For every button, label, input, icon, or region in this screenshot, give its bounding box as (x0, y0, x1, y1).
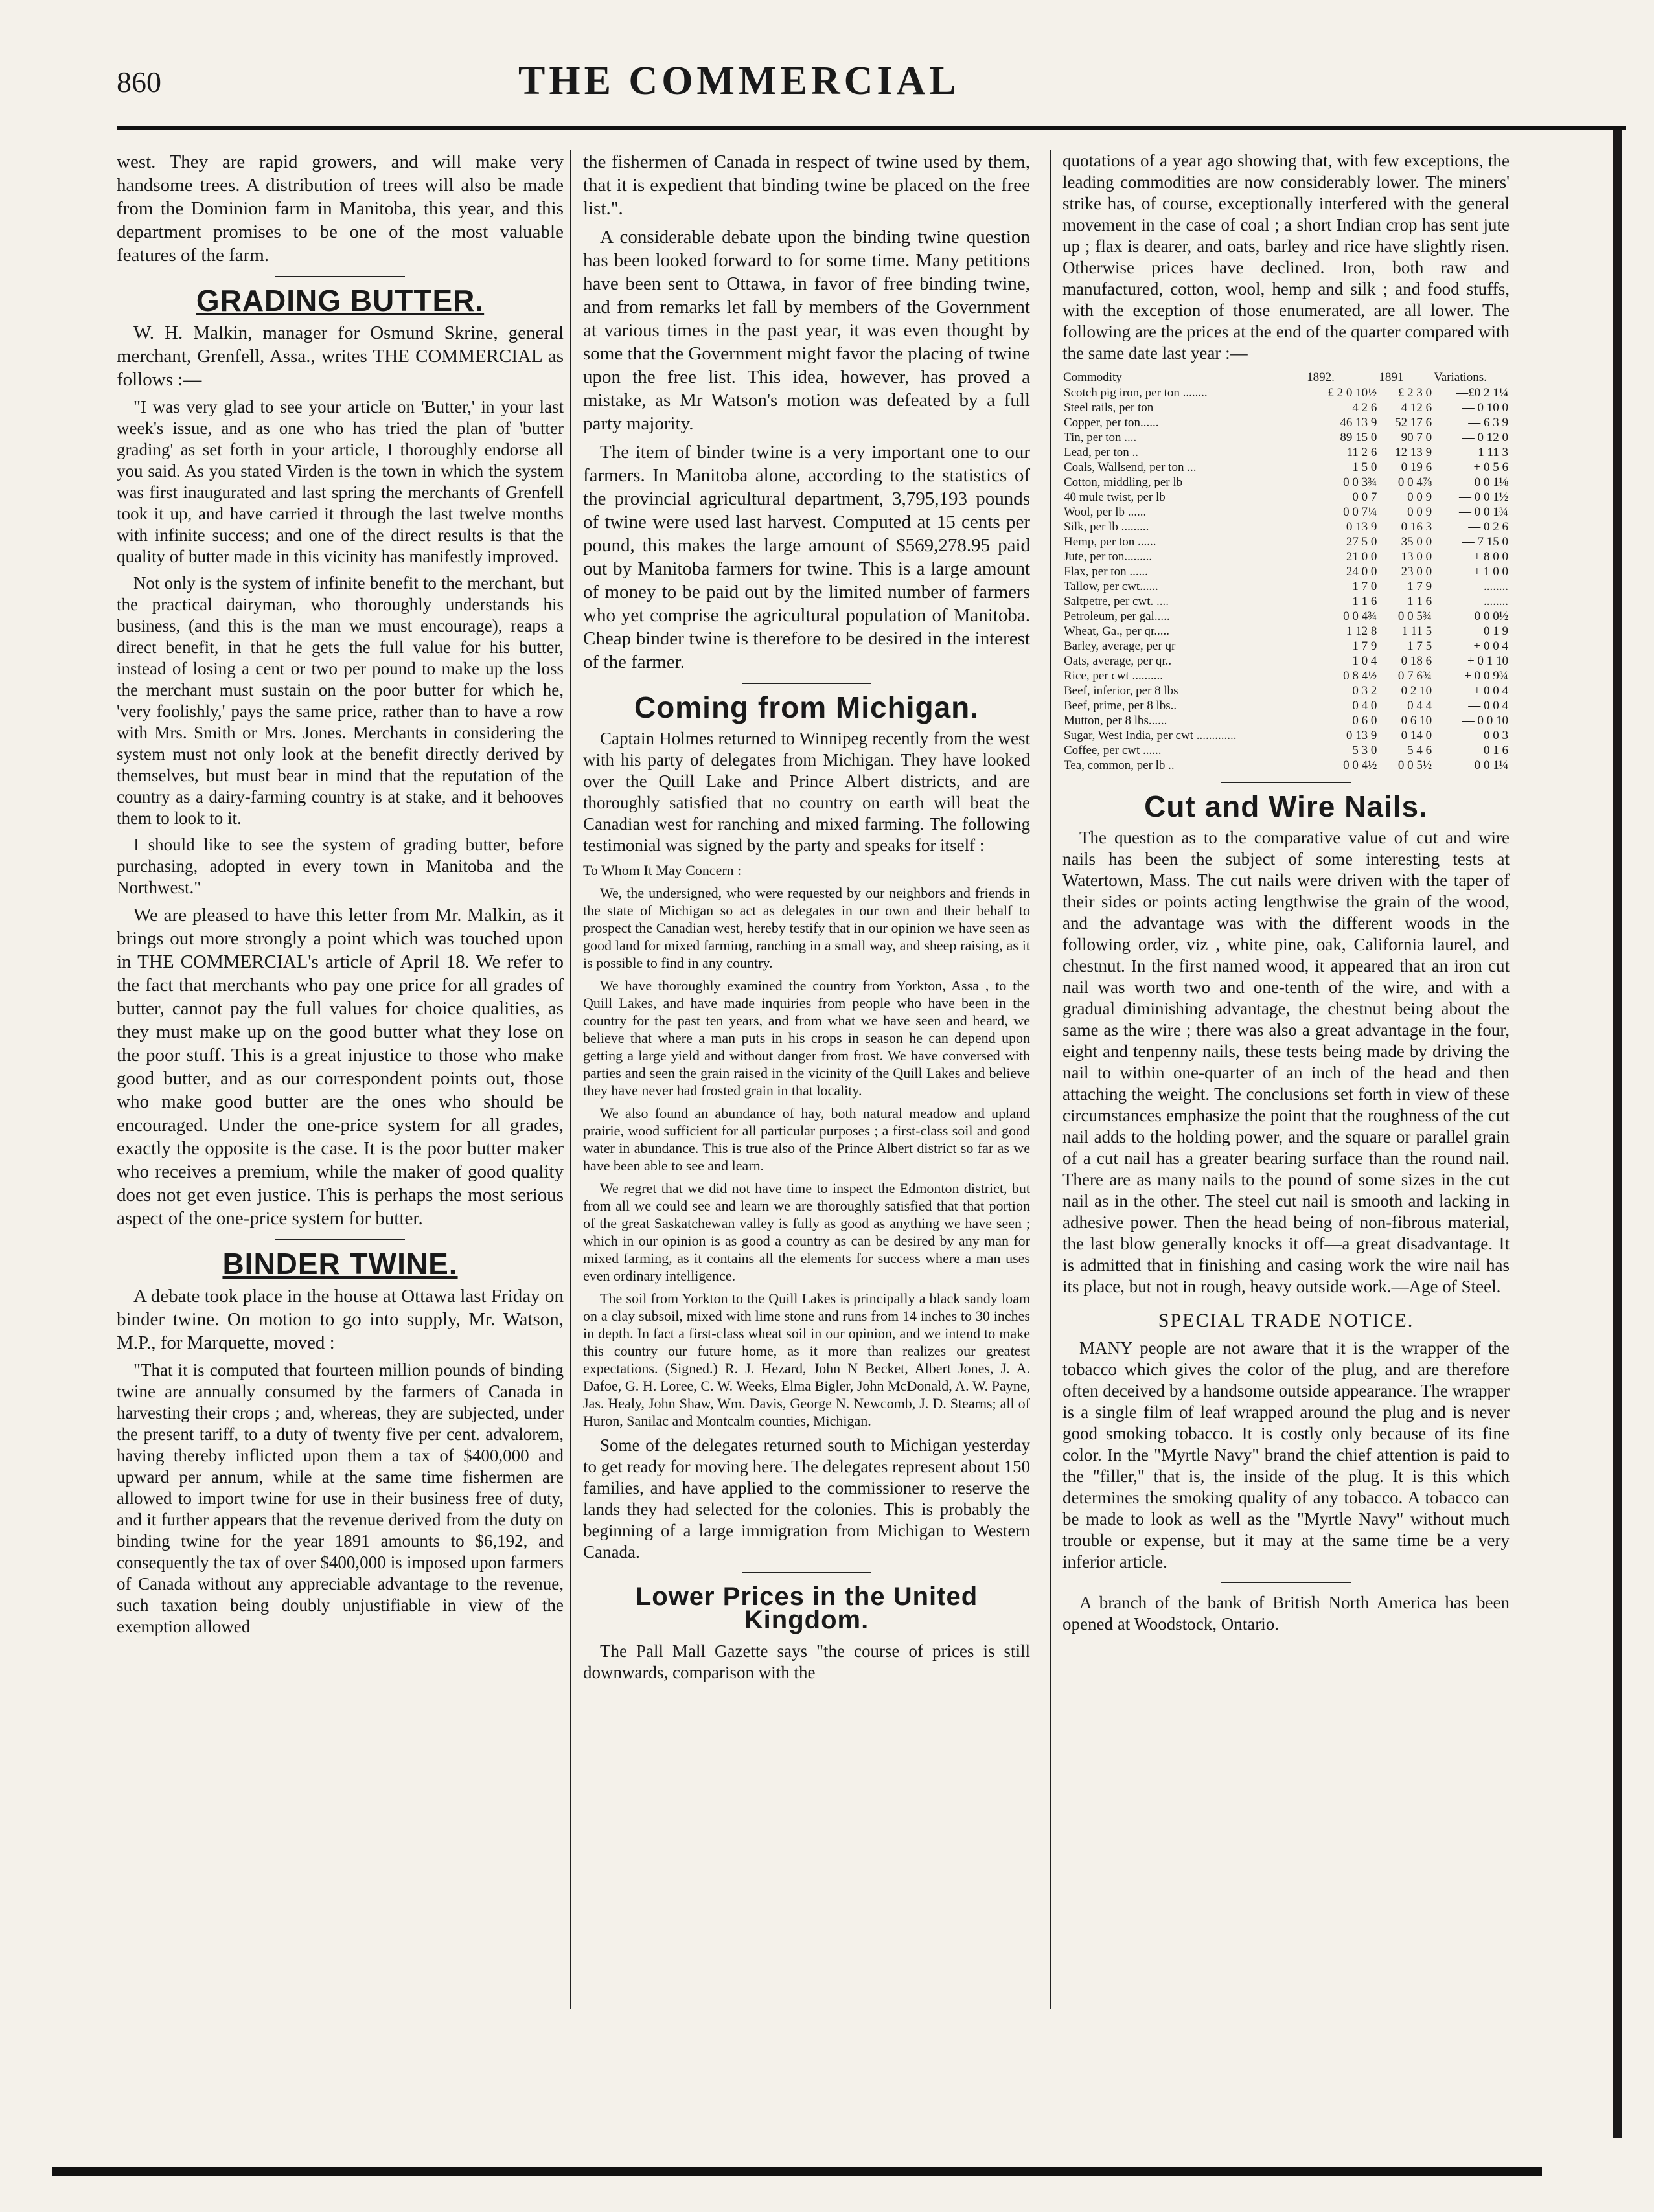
table-cell: Jute, per ton......... (1064, 550, 1153, 564)
table-cell: Beef, inferior, per 8 lbs (1064, 684, 1178, 698)
table-cell: 0 7 6¾ (1397, 669, 1432, 683)
column-1 (117, 150, 564, 1643)
table-cell: 4 2 6 (1352, 401, 1377, 415)
table-cell: Coals, Wallsend, per ton ... (1064, 461, 1197, 474)
table-row (1062, 713, 1510, 728)
table-cell: — 0 0 10 (1462, 714, 1508, 727)
table-cell: —£0 2 1¼ (1456, 386, 1508, 400)
table-cell: 0 8 4½ (1343, 669, 1377, 683)
table-cell: Petroleum, per gal..... (1064, 610, 1170, 623)
table-cell: 21 0 0 (1346, 550, 1377, 564)
section-separator (742, 683, 871, 684)
letter-paragraph: I should like to see the system of grading butter, before purchasing, adopted in every town in Manitoba and the Northwest." (117, 835, 564, 897)
table-cell: 13 0 0 (1401, 550, 1432, 564)
table-cell: ........ (1484, 580, 1508, 593)
table-cell: 24 0 0 (1346, 565, 1377, 578)
table-cell: Sugar, West India, per cwt ............. (1064, 729, 1237, 742)
table-cell: Cotton, middling, per lb (1064, 475, 1183, 489)
testimonial-paragraph: We regret that we did not have time to inspect the Edmonton district, but from all we could see and learn we are thoroughly satisfied that that portion of the great Saskatchewan valley is fully as good as anything we have seen ; which in our opinion is as good a country as can be desired by any man for mixed farming, as it contains all the elements for success where a man uses even ordinary intelligence. (583, 1180, 1030, 1284)
table-cell: 0 0 4¾ (1343, 610, 1377, 623)
table-cell: 0 0 4⅞ (1397, 475, 1432, 489)
table-row (1062, 579, 1510, 594)
table-cell: 1 11 5 (1401, 624, 1432, 638)
table-cell: — 6 3 9 (1468, 416, 1508, 429)
table-cell: 1 7 9 (1352, 639, 1377, 653)
table-cell: Saltpetre, per cwt. .... (1064, 595, 1169, 608)
article-paragraph: The item of binder twine is a very important one to our farmers. In Manitoba alone, according to the statistics of the provincial agricultural department, 3,795,193 pounds of twine were used last harvest. Computed at 15 cents per pound, this makes the large amount of $569,278.95 paid out by Manitoba farmers for twine. This is a large amount of money to be paid out by the limited number of farmers who yet comprise the agricultural population of Manitoba. Cheap binder twine is therefore to be desired in the interest of the farmer. (583, 442, 1030, 672)
table-cell: + 0 0 4 (1473, 684, 1508, 698)
table-cell: 27 5 0 (1346, 535, 1377, 549)
table-cell: 1 0 4 (1352, 654, 1377, 668)
testimonial-paragraph: We, the undersigned, who were requested by our neighbors and friends in the state of Michigan so act as delegates in our own and their behalf to prospect the Canadian west, hereby testify that in our opinion we have seen as good land for mixed farming, ranching in a small way, and sheep raising, as it is possible to find in any country. (583, 885, 1030, 971)
table-row (1062, 683, 1510, 698)
table-cell: 0 4 0 (1352, 699, 1377, 713)
commodity-price-table (1062, 369, 1510, 773)
ornament-separator (1221, 1582, 1351, 1583)
table-row (1062, 490, 1510, 505)
scan-edge (1613, 130, 1622, 2138)
table-cell: Steel rails, per ton (1064, 401, 1154, 415)
table-cell: 35 0 0 (1401, 535, 1432, 549)
table-row (1062, 385, 1510, 400)
table-cell: Scotch pig iron, per ton ........ (1064, 386, 1208, 400)
table-row (1062, 758, 1510, 773)
table-cell: 0 18 6 (1401, 654, 1432, 668)
table-cell: Tin, per ton .... (1064, 431, 1137, 444)
table-cell: 0 19 6 (1401, 461, 1432, 474)
table-cell: 0 3 2 (1352, 684, 1377, 698)
column-divider (1050, 150, 1051, 2009)
table-row (1062, 624, 1510, 639)
article-paragraph: Some of the delegates returned south to Michigan yesterday to get ready for moving here. The delegates represent about 150 families, and have applied to the commissioner to reserve the lands they had selected for the colonies. This is probably the beginning of a large immigration from Michigan to Western Canada. (583, 1435, 1031, 1562)
column-header: Variations. (1434, 371, 1487, 384)
article-paragraph: A debate took place in the house at Ottawa last Friday on binder twine. On motion to go into supply, Mr. Watson, M.P., for Marquette, moved : (117, 1286, 564, 1353)
article-paragraph: Captain Holmes returned to Winnipeg recently from the west with his party of delegates from Michigan. They have looked over the Quill Lake and Prince Albert districts, and are thoroughly satisfied that no country on earth will beat the Canadian west for ranching and mixed farming. The following testimonial was signed by the party and speaks for itself : (583, 729, 1030, 855)
column-header: 1892. (1307, 371, 1335, 384)
table-cell: 4 12 6 (1401, 401, 1432, 415)
table-cell: — 7 15 0 (1462, 535, 1508, 549)
table-cell: Mutton, per 8 lbs...... (1064, 714, 1167, 727)
table-cell: 0 0 9 (1407, 490, 1432, 504)
article-paragraph: The question as to the comparative value of cut and wire nails has been the subject of some interesting tests at Watertown, Mass. The cut nails were driven with the taper of their sides or points acting lengthwise the grain of the wood, and the advantage was with the different woods in the following order, viz , white pine, oak, California laurel, and chestnut. In the first named wood, it appeared that an iron cut nail was worth two and one-tenth of the wire, and with a gradual diminishing advantage, the chestnut being about the same as the wire ; there was also a great advantage in the four, eight and tenpenny nails, these tests being made by driving the nail to within one-quarter of an inch of the head and then attaching the weight. The conclusions set forth in view of these circumstances emphasize the point that the roughness of the cut nail adds to the holding power, and the square or parallel grain of a cut nail has a greater bearing surface than the round nail. There are as many nails to the pound of some sizes in the cut nail as in the other. The steel cut nail is smooth and lacking in adhesive power. Then the head being of non-fibrous material, the last blow generally knocks it off—a great disadvantage. It is admitted that in finishing and casing work the wire nail has its place, but not in rough, heavy outside work.—Age of Steel. (1062, 828, 1510, 1296)
ornament-separator (742, 1572, 871, 1573)
article-paragraph: the fishermen of Canada in respect of twine used by them, that it is expedient that binding twine be placed on the free list.". (583, 152, 1030, 219)
table-cell: — 0 0 1½ (1459, 490, 1508, 504)
table-row (1062, 609, 1510, 624)
column-divider (570, 150, 571, 2009)
table-cell: Tea, common, per lb .. (1064, 758, 1175, 772)
article-paragraph: The Pall Mall Gazette says "the course of prices is still downwards, comparison with the (583, 1641, 1030, 1682)
table-cell: 1 12 8 (1346, 624, 1377, 638)
intro-paragraph: west. They are rapid growers, and will make very handsome trees. A distribution of trees will also be made from the Dominion farm in Manitoba, this year, and this department promises to be one of the most valuable features of the farm. (117, 152, 564, 266)
table-header-row (1062, 369, 1510, 385)
table-cell: Copper, per ton...... (1064, 416, 1159, 429)
table-cell: + 8 0 0 (1473, 550, 1508, 564)
table-cell: 40 mule twist, per lb (1064, 490, 1166, 504)
table-cell: 0 4 4 (1407, 699, 1432, 713)
table-row (1062, 534, 1510, 549)
table-cell: + 1 0 0 (1473, 565, 1508, 578)
table-cell: — 0 2 6 (1468, 520, 1508, 534)
table-row (1062, 415, 1510, 430)
table-row (1062, 594, 1510, 609)
article-paragraph: quotations of a year ago showing that, with few exceptions, the leading commodities are now considerably lower. The miners' strike has, of course, exceptionally interfered with the general movement in the case of coal ; a short Indian crop has sent jute up ; flax is dearer, and oats, barley and rice have slightly risen. Otherwise prices have declined. Iron, both raw and manufactured, cotton, wool, hemp and silk ; and food stuffs, with the exception of those enumerated, are all lower. The following are the prices at the end of the quarter compared with the same date last year :— (1062, 151, 1510, 363)
column-header: Commodity (1063, 371, 1122, 384)
table-cell: 0 13 9 (1346, 729, 1377, 742)
ornament-separator (1221, 782, 1351, 783)
trade-notice-headline: SPECIAL TRADE NOTICE. (1158, 1310, 1414, 1331)
grading-butter-headline: GRADING BUTTER. (196, 284, 485, 317)
table-cell: 0 16 3 (1401, 520, 1432, 534)
table-cell: 0 6 10 (1401, 714, 1432, 727)
table-cell: Lead, per ton .. (1064, 446, 1139, 459)
table-cell: — 0 1 9 (1468, 624, 1508, 638)
table-cell: Oats, average, per qr.. (1064, 654, 1172, 668)
section-separator (275, 1239, 405, 1240)
table-cell: — 0 1 6 (1468, 744, 1508, 757)
table-row (1062, 460, 1510, 475)
table-cell: — 0 0 1¼ (1459, 758, 1508, 772)
table-cell: 0 14 0 (1401, 729, 1432, 742)
table-cell: + 0 0 4 (1473, 639, 1508, 653)
table-cell: Wool, per lb ...... (1064, 505, 1147, 519)
table-cell: — 0 0 1¾ (1459, 505, 1508, 519)
table-cell: £ 2 3 0 (1397, 386, 1432, 400)
table-row (1062, 564, 1510, 579)
table-cell: 46 13 9 (1340, 416, 1377, 429)
table-cell: 0 0 5½ (1397, 758, 1432, 772)
table-cell: Coffee, per cwt ...... (1064, 744, 1162, 757)
table-cell: 1 7 9 (1407, 580, 1432, 593)
table-cell: — 0 0 3 (1468, 729, 1508, 742)
table-cell: — 0 0 0½ (1459, 610, 1508, 623)
table-cell: Tallow, per cwt...... (1064, 580, 1158, 593)
table-cell: £ 2 0 10½ (1327, 386, 1377, 400)
letter-paragraph: Not only is the system of infinite benefit to the merchant, but the practical dairyman, who thoroughly understands his business, (and this is the man we must encourage), reaps a direct benefit, in that he gets the full value for his butter, instead of losing a cent or two per pound to make up the loss the merchant must sustain on the poor butter for which he, 'very foolishly,' pays the same price, rather than to have a row with Mrs. Smith or Mrs. Jones. Merchants in considering the system must not only look at the benefit directly derived by themselves, but must bear in mind that the reputation of the country as a dairy-farming country is at stake, and it behooves them to look to it. (117, 573, 564, 828)
table-cell: 52 17 6 (1395, 416, 1432, 429)
testimonial-paragraph: The soil from Yorkton to the Quill Lakes is principally a black sandy loam on a clay subsoil, mixed with lime stone and runs from 14 inches to 30 inches in depth. In fact a first-class wheat soil in our opinion, and we intend to make this country our future home, as it more than realizes our greatest expectations. (Signed.) R. J. Hezard, John N Becket, Albert Jones, J. A. Dafoe, G. H. Loree, C. W. Weeks, Elma Bigler, John McDonald, A. W. Payne, Jas. Healy, John Shaw, Wm. Davis, George N. Newcomb, J. D. Stearns; all of Huron, Sanilac and Montcalm counties, Michigan. (583, 1290, 1030, 1429)
table-cell: Rice, per cwt .......... (1064, 669, 1164, 683)
table-cell: 0 6 0 (1352, 714, 1377, 727)
table-row (1062, 445, 1510, 460)
table-row (1062, 728, 1510, 743)
table-cell: Flax, per ton ...... (1064, 565, 1148, 578)
testimonial-paragraph: We have thoroughly examined the country from Yorkton, Assa , to the Quill Lakes, and have made inquiries from people who have been in the country for the past ten years, and from what we have seen and heard, we believe that where a man puts in his crops in season he can depend upon getting a large yield and without danger from frost. We have conversed with parties and seen the grain raised in the vicinity of the Quill Lakes and believe they have never had frosted grain in that locality. (583, 977, 1030, 1099)
table-cell: 0 0 9 (1407, 505, 1432, 519)
column-header: 1891 (1379, 371, 1404, 384)
table-cell: Wheat, Ga., per qr..... (1064, 624, 1170, 638)
table-cell: 90 7 0 (1401, 431, 1432, 444)
table-cell: 23 0 0 (1401, 565, 1432, 578)
table-cell: 0 2 10 (1401, 684, 1432, 698)
table-cell: 5 4 6 (1407, 744, 1432, 757)
masthead-title: THE COMMERCIAL (518, 59, 960, 103)
article-paragraph: A considerable debate upon the binding twine question has been looked forward to for some time. Many petitions have been sent to Ottawa, in favor of free binding twine, and from remarks let fall by members of the Government at various times in the past year, it was even thought by some that the Government might favor the placing of twine upon the free list. This idea, however, has proved a mistake, as Mr Watson's motion was defeated by a full party majority. (583, 227, 1030, 434)
table-cell: 0 0 7¼ (1343, 505, 1377, 519)
lower-prices-headline: Lower Prices in the United Kingdom. (635, 1582, 978, 1634)
table-cell: 1 5 0 (1352, 461, 1377, 474)
table-cell: + 0 1 10 (1467, 654, 1508, 668)
table-cell: Barley, average, per qr (1064, 639, 1176, 653)
table-row (1062, 654, 1510, 668)
article-paragraph: A branch of the bank of British North America has been opened at Woodstock, Ontario. (1062, 1593, 1510, 1634)
article-paragraph: MANY people are not aware that it is the wrapper of the tobacco which gives the color of the plug, and are therefore often deceived by a handsome outside appearance. The wrapper is a single film of leaf wrapped around the plug and is never good smoking tobacco. It is costly only because of its fine color. In the "Myrtle Navy" brand the chief attention is paid to the "filler," that is, the inside of the plug. It is this which determines the smoking quality of any tobacco. A tobacco can be made to look as well as the "Myrtle Navy" without much trouble or expense, but it may at the same time be a very inferior article. (1062, 1338, 1510, 1571)
table-cell: 1 1 6 (1407, 595, 1432, 608)
table-cell: 12 13 9 (1395, 446, 1432, 459)
michigan-headline: Coming from Michigan. (634, 690, 980, 724)
table-cell: 1 7 0 (1352, 580, 1377, 593)
table-cell: + 0 0 9¾ (1464, 669, 1508, 683)
nails-headline: Cut and Wire Nails. (1144, 790, 1428, 823)
table-cell: Silk, per lb ......... (1064, 520, 1149, 534)
table-cell: — 0 0 4 (1468, 699, 1508, 713)
table-cell: ........ (1484, 595, 1508, 608)
page-number: 860 (117, 65, 161, 98)
table-cell: 89 15 0 (1340, 431, 1377, 444)
table-cell: Beef, prime, per 8 lbs.. (1064, 699, 1177, 713)
table-row (1062, 400, 1510, 415)
column-3 (1062, 150, 1510, 1640)
table-cell: + 0 5 6 (1473, 461, 1508, 474)
table-cell: 11 2 6 (1346, 446, 1377, 459)
binder-twine-headline: BINDER TWINE. (222, 1247, 458, 1281)
table-row (1062, 639, 1510, 654)
table-cell: — 1 11 3 (1462, 446, 1508, 459)
table-cell: 1 1 6 (1352, 595, 1377, 608)
article-paragraph: W. H. Malkin, manager for Osmund Skrine, general merchant, Grenfell, Assa., writes THE COMMERCIAL as follows :— (117, 323, 564, 390)
table-row (1062, 743, 1510, 758)
article-paragraph: We are pleased to have this letter from Mr. Malkin, as it brings out more strongly a point which was touched upon in THE COMMERCIAL's article of April 18. We refer to the fact that merchants who pay one price for all grades of butter, cannot pay the full values for choice qualities, as they must make up on the good butter what they lose on the poor stuff. This is a great injustice to those who make good butter, and as our correspondent points out, those who make good butter are the ones who should be encouraged. Under the one-price system for all grades, exactly the opposite is the case. It is the poor butter maker who receives a premium, while the maker of good quality does not get even justice. This is perhaps the most serious aspect of the one-price system for butter. (117, 905, 564, 1229)
testimonial-paragraph: We also found an abundance of hay, both natural meadow and upland prairie, wood sufficient for all particular purposes ; a first-class soil and good water in abundance. This is true also of the Prince Albert district so far as we have been able to see and learn. (583, 1105, 1030, 1174)
section-separator (275, 276, 405, 277)
table-row (1062, 668, 1510, 683)
motion-text: "That it is computed that fourteen million pounds of binding twine are annually consumed by the farmers of Canada in harvesting their crops ; and, whereas, they are subjected, under the present tariff, to a duty of twenty five per cent. advalorem, having thereby inflicted upon them a tax of $400,000 and upward per annum, while at the same time fishermen are allowed to import twine for use in their business free of duty, and it further appears that the revenue derived from the duty on binding twine for the year 1891 amounts to $6,192, and consequently the tax of over $400,000 is imposed upon farmers of Canada without any appreciable advantage to the revenue, such taxation being doubly unjustifiable in view of the exemption allowed (117, 1360, 564, 1636)
table-cell: 0 0 3¾ (1343, 475, 1377, 489)
table-row (1062, 519, 1510, 534)
table-cell: Hemp, per ton ...... (1064, 535, 1156, 549)
table-cell: — 0 10 0 (1462, 401, 1508, 415)
testimonial-salutation: To Whom It May Concern : (583, 862, 742, 878)
column-2 (583, 150, 1030, 1689)
bottom-rule (52, 2167, 1542, 2176)
table-row (1062, 475, 1510, 490)
table-cell: 5 3 0 (1352, 744, 1377, 757)
table-row (1062, 505, 1510, 519)
letter-paragraph: "I was very glad to see your article on 'Butter,' in your last week's issue, and as one who has tried the plan of 'butter grading' as set forth in your article, I thoroughly endorse all you said. As you stated Virden is the town in which the system was first inaugurated and last spring the merchants of Grenfell took it up, and have carried it through the last twelve months with infinite success; and one of the direct results is that the quality of butter made in this vicinity has manifestly improved. (117, 397, 564, 566)
table-cell: 0 0 5¾ (1397, 610, 1432, 623)
table-cell: 1 7 5 (1407, 639, 1432, 653)
table-cell: 0 0 4½ (1343, 758, 1377, 772)
header-rule (117, 126, 1626, 130)
page-header (117, 58, 1626, 123)
table-cell: 0 13 9 (1346, 520, 1377, 534)
table-cell: 0 0 7 (1352, 490, 1377, 504)
table-row (1062, 698, 1510, 713)
table-row (1062, 549, 1510, 564)
table-cell: — 0 12 0 (1462, 431, 1508, 444)
table-cell: — 0 0 1⅛ (1459, 475, 1508, 489)
table-row (1062, 430, 1510, 445)
